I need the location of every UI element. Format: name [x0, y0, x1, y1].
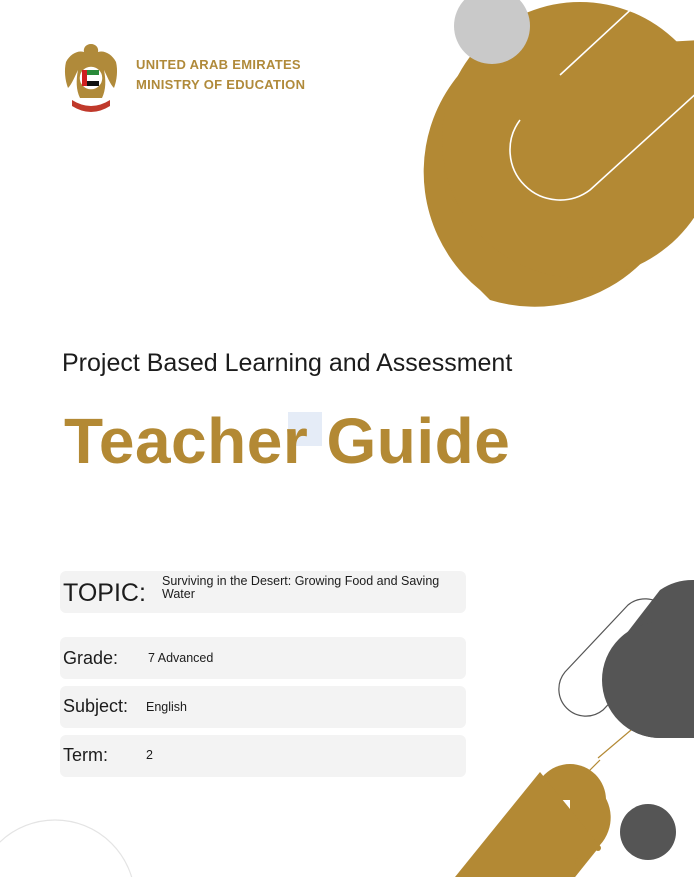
term-field: [60, 735, 466, 777]
ministry-line-1: UNITED ARAB EMIRATES: [136, 57, 301, 72]
grade-value: 7 Advanced: [148, 651, 214, 665]
grade-field: [60, 637, 466, 679]
term-value: 2: [146, 748, 153, 762]
subject-label: Subject:: [63, 696, 129, 716]
topic-label: TOPIC:: [63, 579, 146, 607]
gold-dot-2: [595, 845, 601, 851]
gold-dot-1: [575, 858, 583, 866]
dark-circle-bottom: [620, 804, 676, 860]
faint-circle-outline: [0, 820, 135, 877]
subject-value: English: [146, 700, 187, 714]
grade-label: Grade:: [63, 648, 119, 668]
document-title: Teacher Guide: [64, 405, 511, 477]
subject-field: [60, 686, 466, 728]
document-subtitle: Project Based Learning and Assessment: [62, 349, 513, 377]
topic-field: [60, 571, 466, 613]
ministry-name: [136, 55, 305, 95]
topic-value: Surviving in the Desert: Growing Food and Saving Water: [162, 574, 440, 601]
ministry-line-2: MINISTRY OF EDUCATION: [136, 77, 306, 92]
term-label: Term:: [63, 745, 108, 765]
uae-emblem-icon: [60, 40, 122, 120]
